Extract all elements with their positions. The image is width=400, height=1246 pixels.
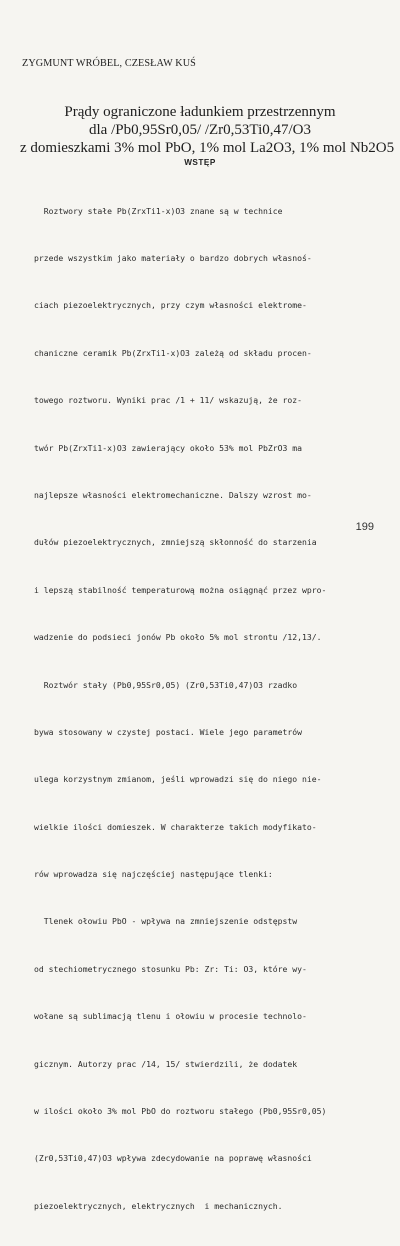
body-line: i lepszą stabilność temperaturową można osiągnąć przez wpro- — [34, 584, 327, 595]
body-line: ulega korzystnym zmianom, jeśli wprowadzi się do niego nie- — [34, 774, 322, 785]
section-heading: WSTĘP — [184, 158, 216, 167]
body-line: ciach piezoelektrycznych, przy czym własności elektrome- — [34, 300, 307, 311]
body-text — [34, 172, 368, 1246]
authors-line: ZYGMUNT WRÓBEL, CZESŁAW KUŚ — [22, 58, 196, 69]
body-line: najlepsze własności elektromechaniczne. Dalszy wzrost mo- — [34, 489, 312, 500]
body-line: przede wszystkim jako materiały o bardzo dobrych własnoś- — [34, 252, 312, 263]
title-line: Prądy ograniczone ładunkiem przestrzennym — [64, 104, 336, 120]
body-line: wielkie ilości domieszek. W charakterze takich modyfikato- — [34, 821, 317, 832]
body-line: wołane są sublimacją tlenu i ołowiu w procesie technolo- — [34, 1011, 307, 1022]
body-line: gicznym. Autorzy prac /14, 15/ stwierdzili, że dodatek — [34, 1058, 298, 1069]
body-line: (Zr0,53Ti0,47)O3 wpływa zdecydowanie na poprawę własności — [34, 1153, 312, 1164]
body-line: Roztwór stały (Pb0,95Sr0,05) (Zr0,53Ti0,47)O3 rzadko — [34, 679, 298, 690]
title-line: dla /Pb0,95Sr0,05/ /Zr0,53Ti0,47/O3 — [89, 122, 311, 138]
body-line: Tlenek ołowiu PbO - wpływa na zmniejszenie odstępstw — [34, 916, 298, 927]
article-title — [20, 103, 395, 157]
title-line: z domieszkami 3% mol PbO, 1% mol La2O3, 1% mol Nb2O5 — [20, 140, 395, 156]
body-line: rów wprowadza się najczęściej następujące tlenki: — [34, 869, 273, 880]
body-line: dułów piezoelektrycznych, zmniejszą skłonność do starzenia — [34, 537, 317, 548]
body-line: Roztwory stałe Pb(ZrxTi1-x)O3 znane są w technice — [34, 205, 283, 216]
body-line: piezoelektrycznych, elektrycznych i mechanicznych. — [34, 1200, 283, 1211]
body-line: towego roztworu. Wyniki prac /1 + 11/ wskazują, że roz- — [34, 395, 303, 406]
body-line: od stechiometrycznego stosunku Pb: Zr: Ti: O3, które wy- — [34, 963, 307, 974]
body-line: twór Pb(ZrxTi1-x)O3 zawierający około 53% mol PbZrO3 ma — [34, 442, 303, 453]
body-line: bywa stosowany w czystej postaci. Wiele jego parametrów — [34, 726, 303, 737]
body-line: chaniczne ceramik Pb(ZrxTi1-x)O3 zależą od składu procen- — [34, 347, 312, 358]
page-number: 199 — [355, 521, 374, 533]
body-line: w ilości około 3% mol PbO do roztworu stałego (Pb0,95Sr0,05) — [34, 1106, 327, 1117]
body-line: wadzenie do podsieci jonów Pb około 5% mol strontu /12,13/. — [34, 632, 322, 643]
